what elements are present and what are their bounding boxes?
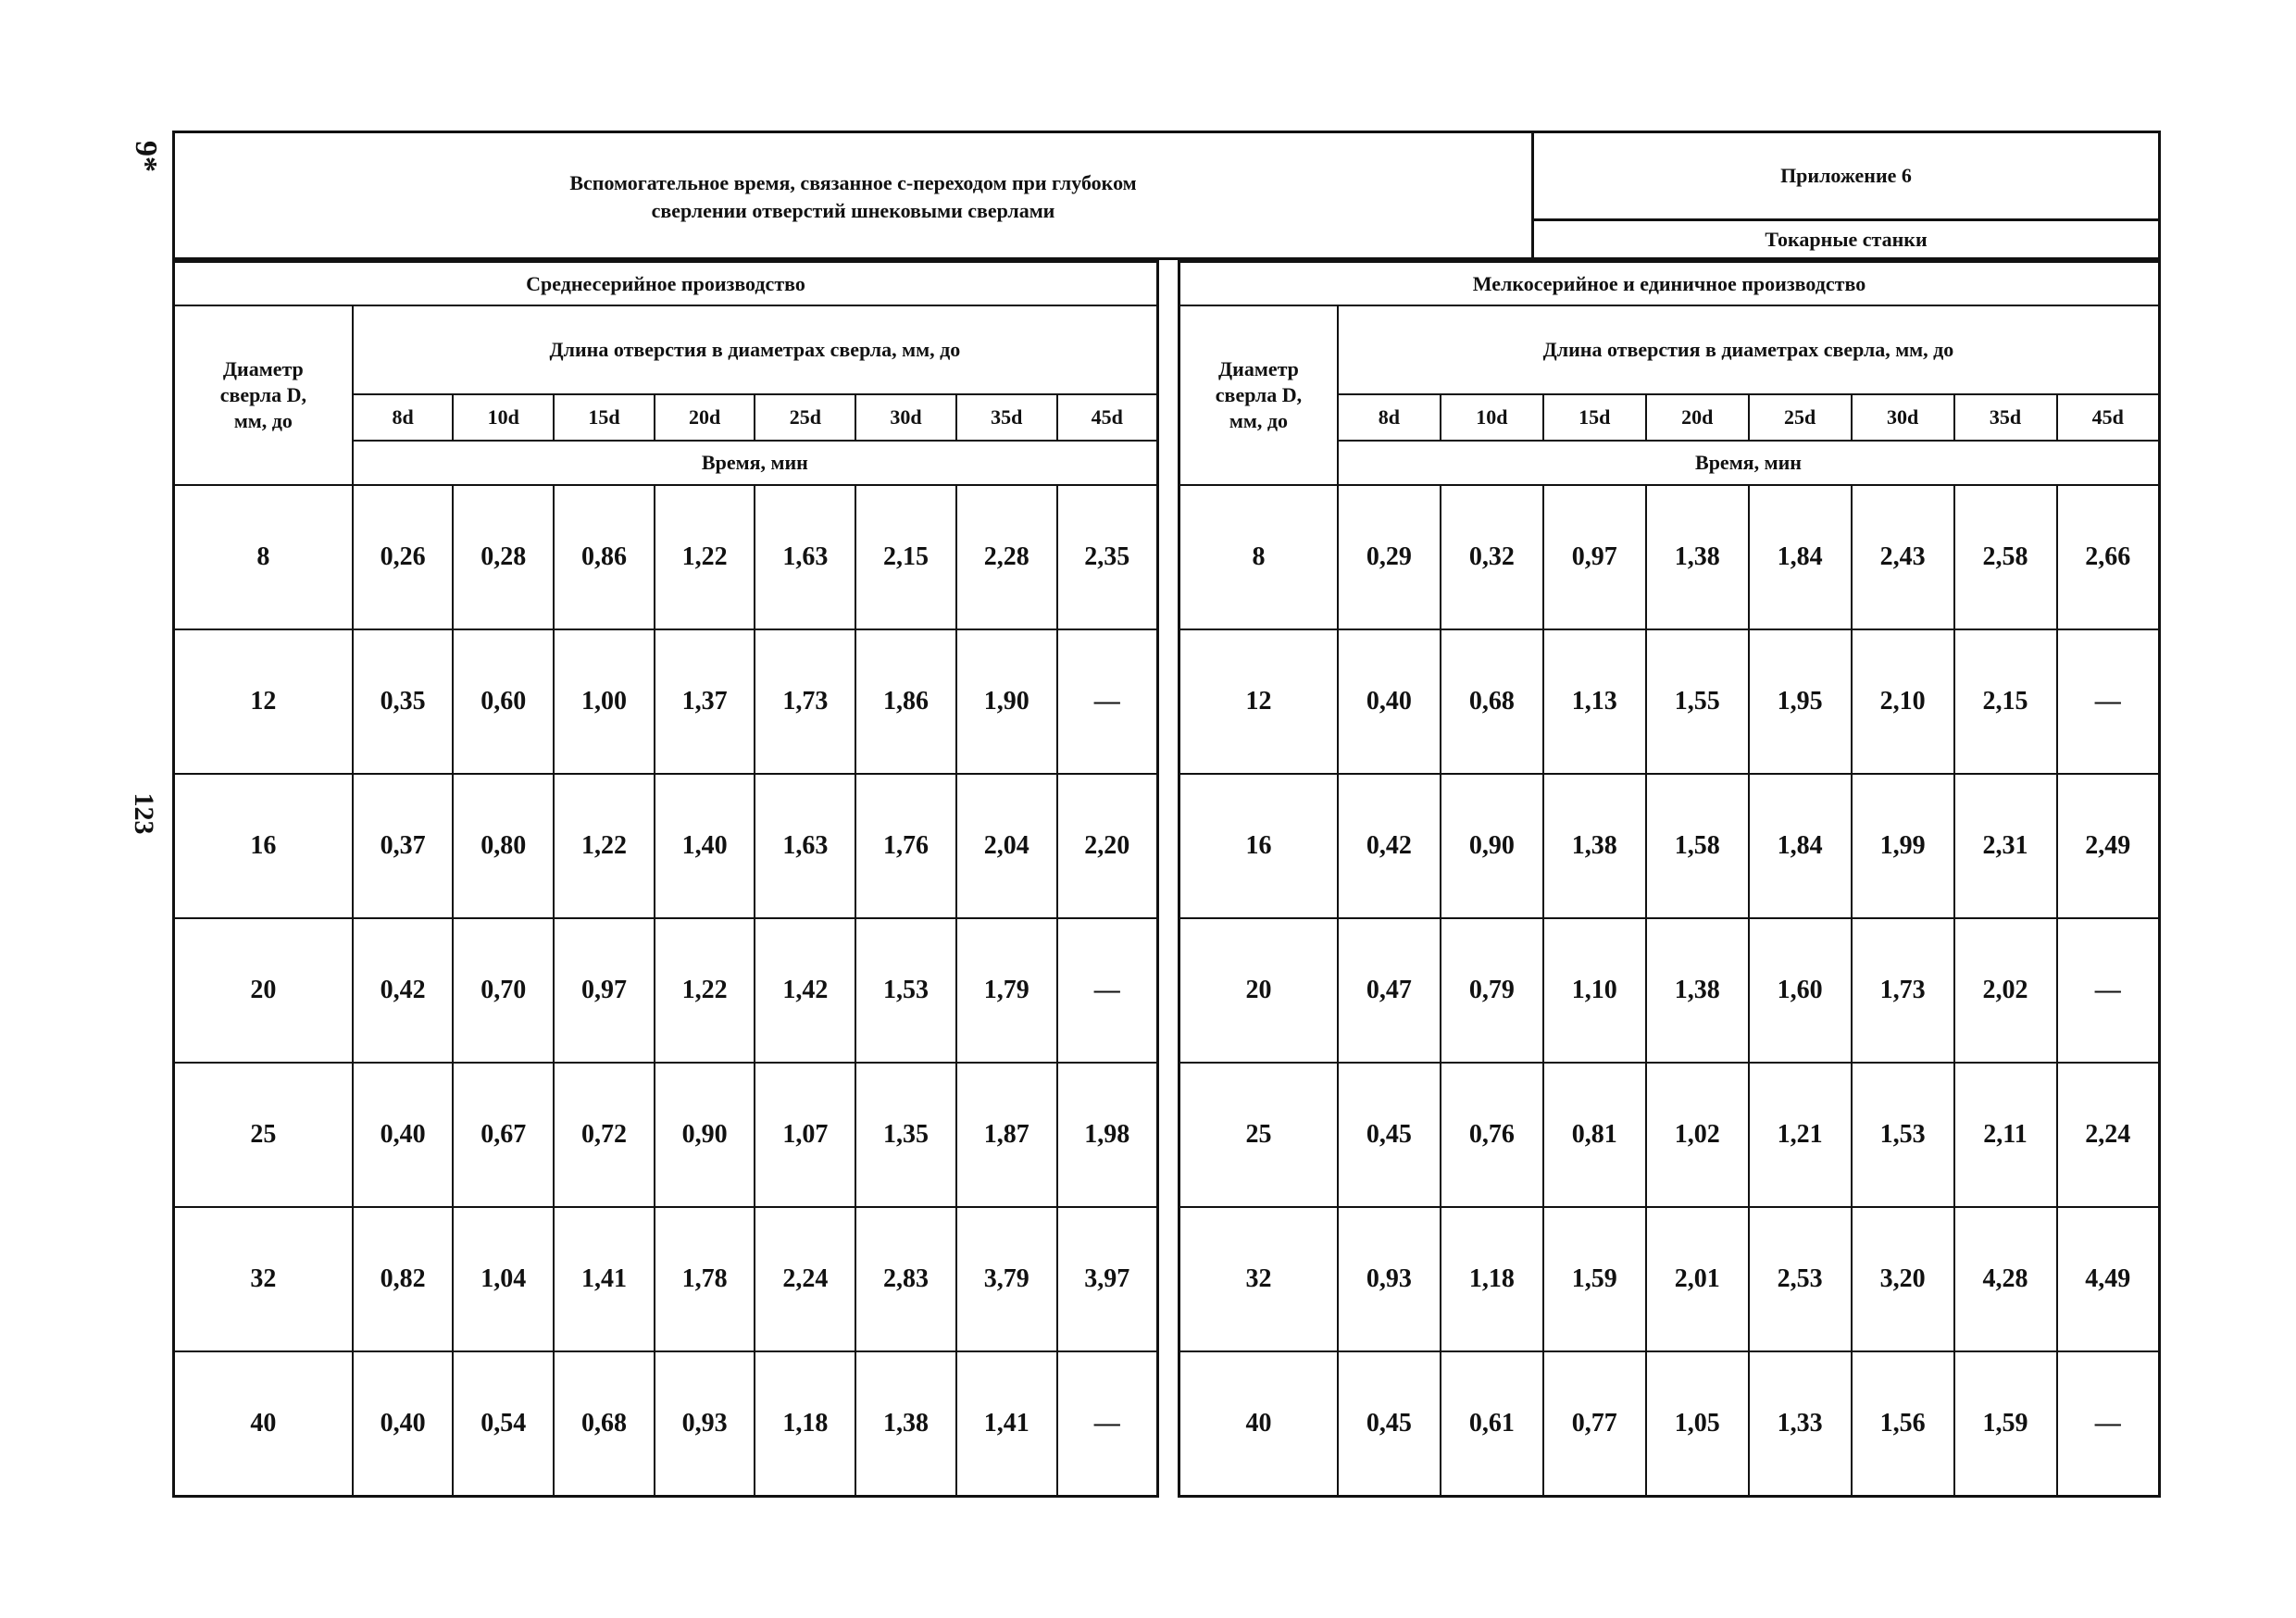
- value-cell: 0,37: [353, 774, 454, 918]
- value-cell: 1,99: [1852, 774, 1954, 918]
- value-cell: 0,26: [353, 485, 454, 629]
- value-cell: 2,31: [1954, 774, 2057, 918]
- value-cell: 0,72: [554, 1063, 655, 1207]
- value-cell: 1,37: [655, 629, 755, 774]
- value-cell: 1,02: [1646, 1063, 1749, 1207]
- diameter-cell: 32: [174, 1207, 353, 1351]
- column-header-20d: 20d: [1646, 394, 1749, 441]
- page-number: 123: [129, 792, 159, 835]
- diameter-cell: 16: [1179, 774, 1338, 918]
- column-header-8d: 8d: [1338, 394, 1441, 441]
- table-row: [174, 1207, 1158, 1351]
- value-cell: 1,79: [956, 918, 1057, 1063]
- value-cell: 2,83: [855, 1207, 956, 1351]
- machine-type-label: Токарные станки: [1765, 227, 1928, 251]
- value-cell: 1,35: [855, 1063, 956, 1207]
- diameter-header-line: сверла D,: [219, 383, 307, 406]
- length-header: Длина отверстия в диаметрах сверла, мм, до: [353, 305, 1158, 394]
- value-cell: 0,90: [1441, 774, 1543, 918]
- column-header-35d: 35d: [956, 394, 1057, 441]
- value-cell: 2,66: [2057, 485, 2160, 629]
- value-cell: 1,10: [1543, 918, 1646, 1063]
- value-cell: 1,38: [1646, 485, 1749, 629]
- value-cell: 1,95: [1749, 629, 1852, 774]
- value-cell: 0,61: [1441, 1351, 1543, 1497]
- value-cell: —: [2057, 1351, 2160, 1497]
- value-cell: 1,84: [1749, 774, 1852, 918]
- diameter-cell: 20: [1179, 918, 1338, 1063]
- value-cell: 0,68: [1441, 629, 1543, 774]
- value-cell: 1,18: [1441, 1207, 1543, 1351]
- table-row: [174, 918, 1158, 1063]
- table-medium-series: [172, 260, 1159, 1498]
- value-cell: 0,97: [1543, 485, 1646, 629]
- value-cell: 1,22: [655, 918, 755, 1063]
- value-cell: 1,40: [655, 774, 755, 918]
- value-cell: —: [1057, 918, 1158, 1063]
- value-cell: 1,22: [554, 774, 655, 918]
- value-cell: 1,07: [755, 1063, 855, 1207]
- time-header: Время, мин: [1338, 441, 2160, 485]
- table-row: [1179, 629, 2160, 774]
- column-header-30d: 30d: [1852, 394, 1954, 441]
- value-cell: —: [1057, 1351, 1158, 1497]
- value-cell: 1,84: [1749, 485, 1852, 629]
- value-cell: 0,93: [1338, 1207, 1441, 1351]
- value-cell: 1,63: [755, 485, 855, 629]
- document-header: [172, 131, 2161, 260]
- table-row: [1179, 1351, 2160, 1497]
- diameter-cell: 40: [1179, 1351, 1338, 1497]
- diameter-cell: 12: [174, 629, 353, 774]
- value-cell: 2,24: [755, 1207, 855, 1351]
- value-cell: —: [2057, 629, 2160, 774]
- value-cell: 0,90: [655, 1063, 755, 1207]
- value-cell: 0,45: [1338, 1351, 1441, 1497]
- value-cell: 1,56: [1852, 1351, 1954, 1497]
- column-header-15d: 15d: [1543, 394, 1646, 441]
- value-cell: 3,97: [1057, 1207, 1158, 1351]
- value-cell: 3,79: [956, 1207, 1057, 1351]
- value-cell: 0,93: [655, 1351, 755, 1497]
- table-row: [1179, 774, 2160, 918]
- value-cell: 1,78: [655, 1207, 755, 1351]
- table-row: [1179, 485, 2160, 629]
- value-cell: 0,29: [1338, 485, 1441, 629]
- value-cell: 1,90: [956, 629, 1057, 774]
- section-title: Среднесерийное производство: [174, 262, 1158, 306]
- value-cell: 2,24: [2057, 1063, 2160, 1207]
- value-cell: 2,43: [1852, 485, 1954, 629]
- value-cell: 0,82: [353, 1207, 454, 1351]
- diameter-header-line: мм, до: [233, 409, 293, 432]
- diameter-header-line: сверла D,: [1215, 383, 1303, 406]
- value-cell: 0,47: [1338, 918, 1441, 1063]
- value-cell: 1,38: [1646, 918, 1749, 1063]
- value-cell: 1,42: [755, 918, 855, 1063]
- value-cell: 2,11: [1954, 1063, 2057, 1207]
- column-header-25d: 25d: [755, 394, 855, 441]
- value-cell: 2,02: [1954, 918, 2057, 1063]
- value-cell: 0,40: [353, 1063, 454, 1207]
- value-cell: 0,45: [1338, 1063, 1441, 1207]
- value-cell: 1,73: [755, 629, 855, 774]
- value-cell: 2,15: [1954, 629, 2057, 774]
- time-header: Время, мин: [353, 441, 1158, 485]
- table-row: [1179, 1063, 2160, 1207]
- value-cell: 0,40: [1338, 629, 1441, 774]
- value-cell: 0,76: [1441, 1063, 1543, 1207]
- diameter-header: [174, 305, 353, 485]
- section-title: Мелкосерийное и единичное производство: [1179, 262, 2160, 306]
- table-row: [174, 774, 1158, 918]
- diameter-header-line: мм, до: [1229, 409, 1289, 432]
- value-cell: 1,76: [855, 774, 956, 918]
- column-header-15d: 15d: [554, 394, 655, 441]
- value-cell: 1,41: [956, 1351, 1057, 1497]
- value-cell: 0,67: [453, 1063, 554, 1207]
- value-cell: 0,40: [353, 1351, 454, 1497]
- column-header-25d: 25d: [1749, 394, 1852, 441]
- value-cell: 1,00: [554, 629, 655, 774]
- title-line-2: сверлении отверстий шнековыми сверлами: [651, 198, 1055, 222]
- value-cell: 1,04: [453, 1207, 554, 1351]
- value-cell: 1,58: [1646, 774, 1749, 918]
- value-cell: 0,32: [1441, 485, 1543, 629]
- value-cell: 1,63: [755, 774, 855, 918]
- value-cell: 2,01: [1646, 1207, 1749, 1351]
- value-cell: 0,68: [554, 1351, 655, 1497]
- diameter-cell: 25: [1179, 1063, 1338, 1207]
- value-cell: 1,60: [1749, 918, 1852, 1063]
- value-cell: 1,59: [1954, 1351, 2057, 1497]
- document-title: [175, 133, 1534, 260]
- value-cell: 1,18: [755, 1351, 855, 1497]
- value-cell: 2,20: [1057, 774, 1158, 918]
- value-cell: 0,35: [353, 629, 454, 774]
- table-row: [174, 485, 1158, 629]
- value-cell: 2,04: [956, 774, 1057, 918]
- value-cell: 0,42: [1338, 774, 1441, 918]
- diameter-header: [1179, 305, 1338, 485]
- value-cell: 4,28: [1954, 1207, 2057, 1351]
- value-cell: 0,79: [1441, 918, 1543, 1063]
- column-header-45d: 45d: [2057, 394, 2160, 441]
- column-header-8d: 8d: [353, 394, 454, 441]
- value-cell: 1,87: [956, 1063, 1057, 1207]
- diameter-cell: 8: [174, 485, 353, 629]
- value-cell: 0,81: [1543, 1063, 1646, 1207]
- column-header-30d: 30d: [855, 394, 956, 441]
- value-cell: 1,86: [855, 629, 956, 774]
- column-header-20d: 20d: [655, 394, 755, 441]
- value-cell: 0,77: [1543, 1351, 1646, 1497]
- length-header: Длина отверстия в диаметрах сверла, мм, до: [1338, 305, 2160, 394]
- value-cell: 1,13: [1543, 629, 1646, 774]
- value-cell: 0,60: [453, 629, 554, 774]
- value-cell: 0,42: [353, 918, 454, 1063]
- diameter-header-line: Диаметр: [1218, 357, 1299, 380]
- value-cell: 1,53: [1852, 1063, 1954, 1207]
- value-cell: 2,58: [1954, 485, 2057, 629]
- diameter-cell: 32: [1179, 1207, 1338, 1351]
- value-cell: 2,15: [855, 485, 956, 629]
- value-cell: 2,53: [1749, 1207, 1852, 1351]
- value-cell: 3,20: [1852, 1207, 1954, 1351]
- value-cell: 1,33: [1749, 1351, 1852, 1497]
- table-row: [174, 1063, 1158, 1207]
- diameter-header-line: Диаметр: [222, 357, 304, 380]
- column-header-10d: 10d: [1441, 394, 1543, 441]
- value-cell: —: [1057, 629, 1158, 774]
- value-cell: 0,70: [453, 918, 554, 1063]
- value-cell: 0,86: [554, 485, 655, 629]
- value-cell: 2,28: [956, 485, 1057, 629]
- diameter-cell: 8: [1179, 485, 1338, 629]
- value-cell: 1,22: [655, 485, 755, 629]
- diameter-cell: 16: [174, 774, 353, 918]
- value-cell: 1,55: [1646, 629, 1749, 774]
- value-cell: 1,98: [1057, 1063, 1158, 1207]
- column-header-45d: 45d: [1057, 394, 1158, 441]
- sheet-mark: 9*: [129, 141, 163, 172]
- table-row: [174, 1351, 1158, 1497]
- value-cell: —: [2057, 918, 2160, 1063]
- column-header-10d: 10d: [453, 394, 554, 441]
- value-cell: 0,97: [554, 918, 655, 1063]
- value-cell: 1,41: [554, 1207, 655, 1351]
- table-row: [1179, 1207, 2160, 1351]
- diameter-cell: 12: [1179, 629, 1338, 774]
- value-cell: 0,54: [453, 1351, 554, 1497]
- value-cell: 1,73: [1852, 918, 1954, 1063]
- value-cell: 1,21: [1749, 1063, 1852, 1207]
- value-cell: 0,80: [453, 774, 554, 918]
- value-cell: 1,38: [1543, 774, 1646, 918]
- diameter-cell: 40: [174, 1351, 353, 1497]
- diameter-cell: 20: [174, 918, 353, 1063]
- value-cell: 4,49: [2057, 1207, 2160, 1351]
- value-cell: 1,38: [855, 1351, 956, 1497]
- value-cell: 0,28: [453, 485, 554, 629]
- table-row: [174, 629, 1158, 774]
- column-header-35d: 35d: [1954, 394, 2057, 441]
- value-cell: 1,05: [1646, 1351, 1749, 1497]
- diameter-cell: 25: [174, 1063, 353, 1207]
- value-cell: 1,59: [1543, 1207, 1646, 1351]
- value-cell: 2,35: [1057, 485, 1158, 629]
- title-line-1: Вспомогательное время, связанное с-переходом при глубоком: [569, 170, 1137, 194]
- value-cell: 1,53: [855, 918, 956, 1063]
- appendix-label: Приложение 6: [1534, 133, 2158, 221]
- value-cell: 2,49: [2057, 774, 2160, 918]
- table-small-series: [1178, 260, 2161, 1498]
- table-row: [1179, 918, 2160, 1063]
- value-cell: 2,10: [1852, 629, 1954, 774]
